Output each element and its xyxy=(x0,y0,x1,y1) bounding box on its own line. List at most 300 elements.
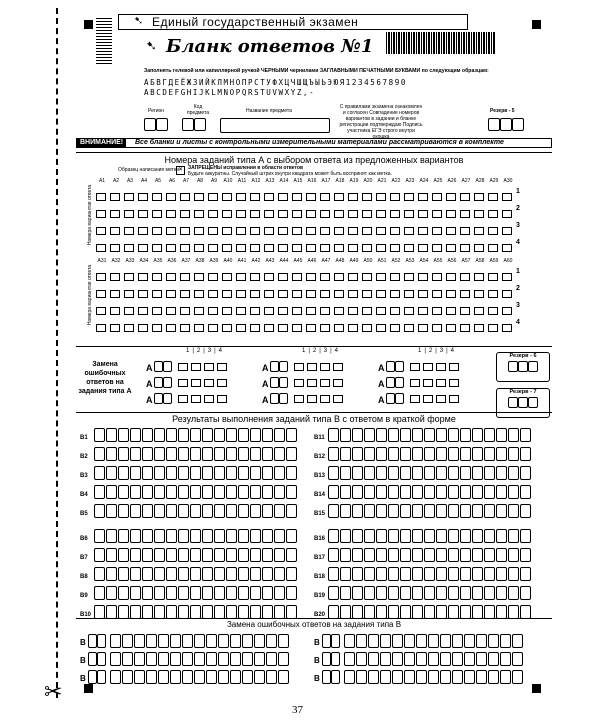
answer-char-box[interactable] xyxy=(452,652,463,666)
answer-cell[interactable] xyxy=(307,363,317,371)
answer-cell[interactable] xyxy=(404,290,414,298)
answer-char-box[interactable] xyxy=(250,504,261,518)
answer-cell[interactable] xyxy=(208,273,218,281)
answer-char-box[interactable] xyxy=(262,447,273,461)
answer-char-box[interactable] xyxy=(484,529,495,543)
answer-char-box[interactable] xyxy=(340,567,351,581)
answer-char-box[interactable] xyxy=(166,548,177,562)
answer-char-box[interactable] xyxy=(130,485,141,499)
answer-char-box[interactable] xyxy=(262,466,273,480)
answer-cell[interactable] xyxy=(180,307,190,315)
answer-char-box[interactable] xyxy=(488,652,499,666)
task-number-box[interactable] xyxy=(154,393,163,404)
answer-cell[interactable] xyxy=(278,227,288,235)
answer-row[interactable] xyxy=(96,239,516,257)
answer-char-box[interactable] xyxy=(500,634,511,648)
answer-cell[interactable] xyxy=(410,395,420,403)
answer-char-box[interactable] xyxy=(400,428,411,442)
answer-char-box[interactable] xyxy=(328,567,339,581)
answer-cell[interactable] xyxy=(96,307,106,315)
answer-char-box[interactable] xyxy=(94,586,105,600)
answer-char-box[interactable] xyxy=(464,670,475,684)
answer-char-box[interactable] xyxy=(464,652,475,666)
answer-char-box[interactable] xyxy=(194,652,205,666)
answer-char-box[interactable] xyxy=(118,504,129,518)
answer-cell[interactable] xyxy=(194,244,204,252)
answer-char-box[interactable] xyxy=(356,670,367,684)
answer-row[interactable] xyxy=(96,188,516,206)
task-number-box[interactable] xyxy=(163,361,172,372)
answer-cell[interactable] xyxy=(250,307,260,315)
answer-char-box[interactable] xyxy=(94,447,105,461)
answer-char-box[interactable] xyxy=(472,529,483,543)
answer-cell[interactable] xyxy=(138,324,148,332)
answer-char-box[interactable] xyxy=(130,504,141,518)
answer-char-box[interactable] xyxy=(436,485,447,499)
answer-cell[interactable] xyxy=(320,227,330,235)
answer-char-box[interactable] xyxy=(352,548,363,562)
reserve6-field[interactable] xyxy=(497,359,549,377)
answer-char-box[interactable] xyxy=(130,466,141,480)
answer-char-box[interactable] xyxy=(166,428,177,442)
answer-char-box[interactable] xyxy=(226,485,237,499)
answer-cell[interactable] xyxy=(96,273,106,281)
partB-row[interactable] xyxy=(80,483,298,501)
answer-char-box[interactable] xyxy=(130,548,141,562)
answer-cell[interactable] xyxy=(502,273,512,281)
answer-cell[interactable] xyxy=(208,324,218,332)
answer-cell[interactable] xyxy=(390,227,400,235)
answer-char-box[interactable] xyxy=(328,586,339,600)
task-number-box[interactable] xyxy=(154,361,163,372)
answer-char-box[interactable] xyxy=(352,605,363,619)
answer-char-box[interactable] xyxy=(392,670,403,684)
answer-char-box[interactable] xyxy=(146,652,157,666)
answer-cell[interactable] xyxy=(166,307,176,315)
answer-char-box[interactable] xyxy=(448,548,459,562)
answer-char-box[interactable] xyxy=(496,466,507,480)
partB-row[interactable] xyxy=(314,464,532,482)
answer-cell[interactable] xyxy=(502,290,512,298)
task-number-box[interactable] xyxy=(279,393,288,404)
answer-char-box[interactable] xyxy=(460,567,471,581)
answer-char-box[interactable] xyxy=(202,428,213,442)
answer-cell[interactable] xyxy=(96,244,106,252)
answer-char-box[interactable] xyxy=(146,670,157,684)
answer-char-box[interactable] xyxy=(254,670,265,684)
answer-char-box[interactable] xyxy=(278,670,289,684)
answer-cell[interactable] xyxy=(306,210,316,218)
answer-char-box[interactable] xyxy=(376,466,387,480)
partB-row[interactable] xyxy=(314,445,532,463)
answer-cell[interactable] xyxy=(292,273,302,281)
answer-char-box[interactable] xyxy=(380,634,391,648)
answer-char-box[interactable] xyxy=(520,504,531,518)
partB-row[interactable] xyxy=(314,527,532,545)
answer-char-box[interactable] xyxy=(488,670,499,684)
subject-name-field[interactable] xyxy=(220,118,330,133)
answer-char-box[interactable] xyxy=(202,567,213,581)
answer-char-box[interactable] xyxy=(118,548,129,562)
answer-char-box[interactable] xyxy=(460,605,471,619)
answer-char-box[interactable] xyxy=(448,447,459,461)
task-number-box[interactable] xyxy=(331,652,340,666)
answer-cell[interactable] xyxy=(334,227,344,235)
answer-cell[interactable] xyxy=(208,227,218,235)
answer-cell[interactable] xyxy=(460,227,470,235)
answer-char-box[interactable] xyxy=(460,548,471,562)
answer-char-box[interactable] xyxy=(472,428,483,442)
answer-cell[interactable] xyxy=(166,273,176,281)
answer-char-box[interactable] xyxy=(460,529,471,543)
answer-row[interactable] xyxy=(96,205,516,223)
answer-cell[interactable] xyxy=(436,395,446,403)
task-number-box[interactable] xyxy=(386,393,395,404)
answer-cell[interactable] xyxy=(236,210,246,218)
answer-char-box[interactable] xyxy=(416,670,427,684)
answer-cell[interactable] xyxy=(191,379,201,387)
answer-char-box[interactable] xyxy=(214,548,225,562)
answer-cell[interactable] xyxy=(404,193,414,201)
answer-char-box[interactable] xyxy=(404,670,415,684)
answer-char-box[interactable] xyxy=(440,634,451,648)
answer-char-box[interactable] xyxy=(134,670,145,684)
answer-cell[interactable] xyxy=(264,273,274,281)
answer-char-box[interactable] xyxy=(178,567,189,581)
replaceB-row[interactable] xyxy=(80,668,290,686)
answer-char-box[interactable] xyxy=(352,447,363,461)
answer-char-box[interactable] xyxy=(106,485,117,499)
answer-cell[interactable] xyxy=(418,193,428,201)
answer-char-box[interactable] xyxy=(274,529,285,543)
answer-char-box[interactable] xyxy=(106,529,117,543)
answer-char-box[interactable] xyxy=(166,605,177,619)
answer-char-box[interactable] xyxy=(464,634,475,648)
answer-cell[interactable] xyxy=(334,290,344,298)
answer-cell[interactable] xyxy=(166,210,176,218)
answer-char-box[interactable] xyxy=(328,447,339,461)
answer-char-box[interactable] xyxy=(352,504,363,518)
answer-cell[interactable] xyxy=(390,193,400,201)
answer-char-box[interactable] xyxy=(202,586,213,600)
answer-char-box[interactable] xyxy=(178,447,189,461)
answer-cell[interactable] xyxy=(376,324,386,332)
answer-char-box[interactable] xyxy=(376,447,387,461)
answer-char-box[interactable] xyxy=(106,586,117,600)
answer-char-box[interactable] xyxy=(380,670,391,684)
answer-char-box[interactable] xyxy=(242,652,253,666)
answer-char-box[interactable] xyxy=(214,485,225,499)
answer-cell[interactable] xyxy=(306,290,316,298)
subject-code-field[interactable] xyxy=(182,118,206,136)
answer-char-box[interactable] xyxy=(392,634,403,648)
answer-cell[interactable] xyxy=(178,379,188,387)
answer-cell[interactable] xyxy=(124,324,134,332)
answer-cell[interactable] xyxy=(362,324,372,332)
answer-char-box[interactable] xyxy=(202,447,213,461)
answer-char-box[interactable] xyxy=(286,529,297,543)
answer-char-box[interactable] xyxy=(436,428,447,442)
answer-char-box[interactable] xyxy=(452,670,463,684)
task-number-box[interactable] xyxy=(163,393,172,404)
answer-cell[interactable] xyxy=(110,324,120,332)
answer-cell[interactable] xyxy=(236,307,246,315)
answer-char-box[interactable] xyxy=(190,447,201,461)
answer-char-box[interactable] xyxy=(154,504,165,518)
answer-char-box[interactable] xyxy=(520,586,531,600)
task-number-box[interactable] xyxy=(386,361,395,372)
answer-char-box[interactable] xyxy=(154,586,165,600)
answer-char-box[interactable] xyxy=(286,466,297,480)
answer-char-box[interactable] xyxy=(472,466,483,480)
answer-char-box[interactable] xyxy=(214,586,225,600)
answer-cell[interactable] xyxy=(204,379,214,387)
answer-cell[interactable] xyxy=(204,395,214,403)
answer-cell[interactable] xyxy=(488,193,498,201)
answer-cell[interactable] xyxy=(166,290,176,298)
answer-char-box[interactable] xyxy=(130,447,141,461)
answer-cell[interactable] xyxy=(208,307,218,315)
answer-cell[interactable] xyxy=(418,273,428,281)
answer-char-box[interactable] xyxy=(400,485,411,499)
answer-cell[interactable] xyxy=(446,210,456,218)
answer-cell[interactable] xyxy=(320,307,330,315)
answer-char-box[interactable] xyxy=(182,652,193,666)
answer-cell[interactable] xyxy=(152,244,162,252)
answer-char-box[interactable] xyxy=(440,652,451,666)
answer-char-box[interactable] xyxy=(106,605,117,619)
answer-cell[interactable] xyxy=(222,324,232,332)
answer-char-box[interactable] xyxy=(448,504,459,518)
answer-cell[interactable] xyxy=(418,307,428,315)
answer-cell[interactable] xyxy=(390,244,400,252)
answer-cell[interactable] xyxy=(306,244,316,252)
answer-char-box[interactable] xyxy=(178,504,189,518)
answer-cell[interactable] xyxy=(264,193,274,201)
answer-cell[interactable] xyxy=(446,193,456,201)
answer-char-box[interactable] xyxy=(94,529,105,543)
answer-char-box[interactable] xyxy=(412,529,423,543)
answer-cell[interactable] xyxy=(404,307,414,315)
answer-char-box[interactable] xyxy=(436,586,447,600)
partB-row[interactable] xyxy=(80,546,298,564)
answer-char-box[interactable] xyxy=(328,466,339,480)
answer-char-box[interactable] xyxy=(274,447,285,461)
answer-cell[interactable] xyxy=(432,244,442,252)
task-number-box[interactable] xyxy=(279,377,288,388)
task-number-box[interactable] xyxy=(270,377,279,388)
answer-char-box[interactable] xyxy=(214,466,225,480)
answer-cell[interactable] xyxy=(292,307,302,315)
answer-cell[interactable] xyxy=(376,227,386,235)
answer-char-box[interactable] xyxy=(178,548,189,562)
answer-cell[interactable] xyxy=(404,227,414,235)
answer-char-box[interactable] xyxy=(110,634,121,648)
answer-char-box[interactable] xyxy=(448,605,459,619)
answer-char-box[interactable] xyxy=(388,466,399,480)
answer-cell[interactable] xyxy=(292,210,302,218)
answer-cell[interactable] xyxy=(348,210,358,218)
answer-char-box[interactable] xyxy=(508,529,519,543)
answer-cell[interactable] xyxy=(390,210,400,218)
answer-char-box[interactable] xyxy=(472,586,483,600)
answer-char-box[interactable] xyxy=(190,428,201,442)
answer-char-box[interactable] xyxy=(274,428,285,442)
answer-char-box[interactable] xyxy=(190,485,201,499)
answer-cell[interactable] xyxy=(362,244,372,252)
answer-row[interactable] xyxy=(96,268,516,286)
answer-cell[interactable] xyxy=(348,227,358,235)
answer-char-box[interactable] xyxy=(412,567,423,581)
answer-char-box[interactable] xyxy=(436,567,447,581)
answer-cell[interactable] xyxy=(208,193,218,201)
answer-cell[interactable] xyxy=(110,227,120,235)
answer-cell[interactable] xyxy=(138,210,148,218)
answer-cell[interactable] xyxy=(278,193,288,201)
answer-cell[interactable] xyxy=(306,307,316,315)
answer-char-box[interactable] xyxy=(344,634,355,648)
answer-char-box[interactable] xyxy=(460,447,471,461)
answer-cell[interactable] xyxy=(376,210,386,218)
answer-cell[interactable] xyxy=(446,290,456,298)
task-number-box[interactable] xyxy=(395,361,404,372)
answer-char-box[interactable] xyxy=(412,447,423,461)
answer-char-box[interactable] xyxy=(508,605,519,619)
answer-cell[interactable] xyxy=(474,307,484,315)
task-number-box[interactable] xyxy=(88,634,97,648)
replaceB-row[interactable] xyxy=(314,650,524,668)
answer-cell[interactable] xyxy=(292,193,302,201)
answer-char-box[interactable] xyxy=(340,586,351,600)
answer-cell[interactable] xyxy=(264,210,274,218)
answer-char-box[interactable] xyxy=(158,670,169,684)
answer-char-box[interactable] xyxy=(262,548,273,562)
answer-cell[interactable] xyxy=(502,307,512,315)
answer-char-box[interactable] xyxy=(142,485,153,499)
answer-cell[interactable] xyxy=(449,395,459,403)
answer-cell[interactable] xyxy=(110,307,120,315)
partB-row[interactable] xyxy=(314,546,532,564)
answer-cell[interactable] xyxy=(152,273,162,281)
answer-cell[interactable] xyxy=(250,290,260,298)
answer-cell[interactable] xyxy=(306,273,316,281)
answer-char-box[interactable] xyxy=(400,529,411,543)
answer-cell[interactable] xyxy=(418,210,428,218)
answer-cell[interactable] xyxy=(110,273,120,281)
answer-char-box[interactable] xyxy=(106,567,117,581)
answer-char-box[interactable] xyxy=(340,529,351,543)
answer-char-box[interactable] xyxy=(356,634,367,648)
answer-cell[interactable] xyxy=(334,244,344,252)
answer-cell[interactable] xyxy=(278,290,288,298)
answer-char-box[interactable] xyxy=(262,428,273,442)
answer-char-box[interactable] xyxy=(278,634,289,648)
answer-char-box[interactable] xyxy=(154,605,165,619)
answer-cell[interactable] xyxy=(292,290,302,298)
answer-cell[interactable] xyxy=(474,324,484,332)
answer-char-box[interactable] xyxy=(238,529,249,543)
answer-cell[interactable] xyxy=(460,324,470,332)
answer-cell[interactable] xyxy=(474,273,484,281)
answer-cell[interactable] xyxy=(390,324,400,332)
answer-cell[interactable] xyxy=(278,244,288,252)
answer-cell[interactable] xyxy=(404,210,414,218)
answer-char-box[interactable] xyxy=(416,652,427,666)
answer-char-box[interactable] xyxy=(286,605,297,619)
answer-cell[interactable] xyxy=(222,193,232,201)
answer-char-box[interactable] xyxy=(496,548,507,562)
answer-char-box[interactable] xyxy=(274,466,285,480)
answer-cell[interactable] xyxy=(418,227,428,235)
answer-char-box[interactable] xyxy=(436,605,447,619)
answer-char-box[interactable] xyxy=(328,548,339,562)
answer-cell[interactable] xyxy=(180,210,190,218)
answer-char-box[interactable] xyxy=(118,529,129,543)
answer-cell[interactable] xyxy=(362,307,372,315)
answer-char-box[interactable] xyxy=(352,567,363,581)
answer-char-box[interactable] xyxy=(250,447,261,461)
answer-cell[interactable] xyxy=(348,244,358,252)
answer-cell[interactable] xyxy=(432,210,442,218)
task-number-box[interactable] xyxy=(97,652,106,666)
answer-char-box[interactable] xyxy=(364,504,375,518)
answer-char-box[interactable] xyxy=(340,428,351,442)
answer-cell[interactable] xyxy=(208,290,218,298)
answer-char-box[interactable] xyxy=(512,634,523,648)
answer-cell[interactable] xyxy=(334,273,344,281)
answer-cell[interactable] xyxy=(432,193,442,201)
answer-cell[interactable] xyxy=(436,363,446,371)
task-number-box[interactable] xyxy=(331,634,340,648)
answer-char-box[interactable] xyxy=(106,428,117,442)
partB-row[interactable] xyxy=(314,483,532,501)
answer-char-box[interactable] xyxy=(364,447,375,461)
answer-cell[interactable] xyxy=(320,244,330,252)
answer-cell[interactable] xyxy=(138,193,148,201)
answer-cell[interactable] xyxy=(348,290,358,298)
answer-char-box[interactable] xyxy=(364,605,375,619)
answer-cell[interactable] xyxy=(178,395,188,403)
answer-char-box[interactable] xyxy=(142,428,153,442)
answer-char-box[interactable] xyxy=(206,652,217,666)
answer-char-box[interactable] xyxy=(94,567,105,581)
answer-char-box[interactable] xyxy=(118,586,129,600)
answer-char-box[interactable] xyxy=(376,605,387,619)
answer-char-box[interactable] xyxy=(226,504,237,518)
answer-char-box[interactable] xyxy=(202,485,213,499)
answer-char-box[interactable] xyxy=(206,634,217,648)
answer-cell[interactable] xyxy=(390,290,400,298)
answer-char-box[interactable] xyxy=(428,670,439,684)
answer-char-box[interactable] xyxy=(122,652,133,666)
answer-cell[interactable] xyxy=(362,210,372,218)
answer-cell[interactable] xyxy=(333,379,343,387)
answer-cell[interactable] xyxy=(208,210,218,218)
answer-cell[interactable] xyxy=(152,307,162,315)
answer-char-box[interactable] xyxy=(436,466,447,480)
answer-char-box[interactable] xyxy=(230,670,241,684)
answer-char-box[interactable] xyxy=(178,586,189,600)
partB-row[interactable] xyxy=(80,502,298,520)
answer-char-box[interactable] xyxy=(436,447,447,461)
answer-cell[interactable] xyxy=(502,244,512,252)
answer-char-box[interactable] xyxy=(286,485,297,499)
answer-char-box[interactable] xyxy=(178,466,189,480)
answer-cell[interactable] xyxy=(502,210,512,218)
answer-char-box[interactable] xyxy=(130,428,141,442)
answer-char-box[interactable] xyxy=(412,605,423,619)
answer-cell[interactable] xyxy=(432,290,442,298)
